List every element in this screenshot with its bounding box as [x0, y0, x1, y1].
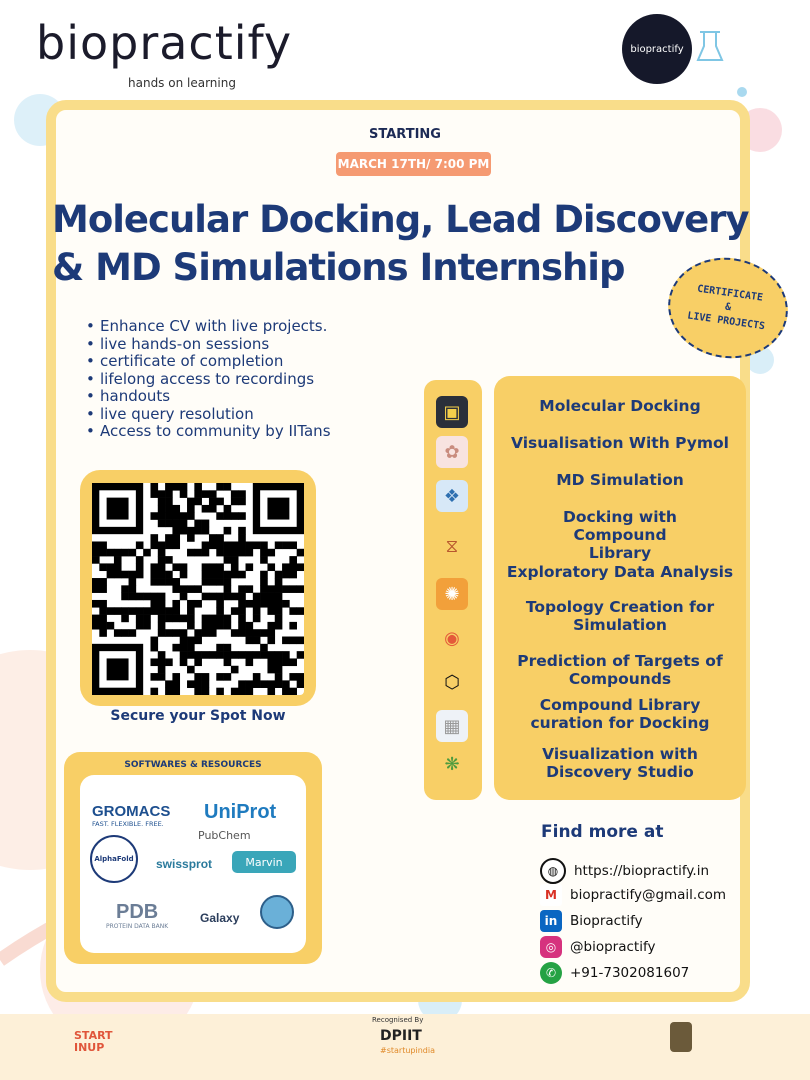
discovery-icon: ❋ — [444, 753, 460, 775]
list-item: • live query resolution — [98, 406, 331, 424]
pymol-icon: ✿ — [436, 436, 468, 468]
topic-item: Topology Creation for Simulation — [525, 598, 715, 634]
list-item: • Enhance CV with live projects. — [98, 318, 331, 336]
brand-logo: biopractify — [36, 16, 293, 70]
qr-code[interactable] — [92, 483, 304, 695]
topic-item: MD Simulation — [556, 471, 684, 489]
topic-item: Visualisation With Pymol — [511, 434, 729, 452]
gromacs-tagline: FAST. FLEXIBLE. FREE. — [92, 820, 164, 828]
software-logos — [80, 775, 306, 953]
gromacs-logo: GROMACS — [92, 803, 171, 820]
instagram-icon: ◎ — [540, 936, 562, 958]
list-item: • lifelong access to recordings — [98, 371, 331, 389]
target-icon: ◉ — [444, 627, 460, 649]
email-link[interactable]: biopractify@gmail.com — [570, 887, 727, 903]
page-title — [52, 196, 772, 292]
linkedin-icon: in — [540, 910, 562, 932]
galaxy-logo: Galaxy — [200, 911, 240, 925]
globe-logo — [260, 895, 294, 929]
whatsapp-icon: ✆ — [540, 962, 562, 984]
molecule-icon: ⬡ — [444, 671, 460, 693]
list-item: • live hands-on sessions — [98, 336, 331, 354]
startupindia-label: #startupindia — [380, 1046, 435, 1055]
list-item: • Access to community by IITans — [98, 423, 331, 441]
swissprot-logo: swissprot — [156, 857, 213, 871]
library-icon: ▦ — [436, 710, 468, 742]
topic-item: Molecular Docking — [539, 397, 701, 415]
brand-badge — [622, 14, 692, 84]
pdb-logo: PDB — [116, 901, 159, 923]
cert-line-3: LIVE PROJECTS — [686, 310, 766, 333]
list-item: • certificate of completion — [98, 353, 331, 371]
md-icon: ❖ — [436, 480, 468, 512]
startinup-logo — [74, 1030, 134, 1054]
cert-line-2: & — [724, 301, 732, 314]
topic-item: Docking with Compound Library — [563, 508, 677, 562]
alphafold-logo — [90, 835, 138, 883]
find-more-heading: Find more at — [541, 822, 664, 842]
topic-item: Prediction of Targets of Compounds — [517, 652, 723, 688]
title-line-2: & MD Simulations Internship — [52, 246, 625, 289]
alphafold-label: AlphaFold — [94, 855, 134, 863]
pdb-tagline: PROTEIN DATA BANK — [106, 923, 169, 930]
marvin-logo — [232, 851, 296, 873]
brand-tagline: hands on learning — [128, 76, 236, 90]
topic-item: Compound Library curation for Docking — [530, 696, 710, 732]
website-row[interactable] — [540, 858, 709, 884]
uniprot-logo: UniProt — [204, 801, 277, 823]
orange-icon: ✺ — [436, 578, 468, 610]
qr-code-image — [92, 483, 304, 695]
lab-icon — [694, 28, 726, 64]
gmail-icon: M — [540, 884, 562, 906]
topic-item: Visualization with Discovery Studio — [542, 745, 698, 781]
startinup-label: START INUP — [74, 1029, 113, 1054]
badge-name: biopractify — [630, 43, 684, 55]
phone-row[interactable] — [540, 962, 689, 984]
recognised-label: Recognised By — [372, 1016, 424, 1024]
globe-icon: ◍ — [540, 858, 566, 884]
marvin-label: Marvin — [245, 855, 283, 869]
emblem-icon — [670, 1022, 692, 1052]
qr-caption: Secure your Spot Now — [110, 708, 286, 724]
cert-line-1: CERTIFICATE — [696, 283, 764, 304]
instagram-link[interactable]: @biopractify — [570, 939, 656, 955]
date-pill: MARCH 17TH/ 7:00 PM — [336, 152, 491, 176]
linkedin-row[interactable] — [540, 910, 643, 932]
software-title: SOFTWARES & RESOURCES — [124, 760, 262, 770]
email-row[interactable] — [540, 884, 726, 906]
benefits-list — [84, 318, 331, 441]
dpiit-logo: DPIIT — [380, 1028, 422, 1044]
phone-link[interactable]: +91-7302081607 — [570, 965, 690, 981]
title-line-1: Molecular Docking, Lead Discovery — [52, 198, 749, 241]
instagram-row[interactable] — [540, 936, 655, 958]
website-link[interactable]: https://biopractify.in — [574, 863, 710, 879]
topic-item: Exploratory Data Analysis — [506, 563, 734, 581]
dna-icon: ⧖ — [445, 535, 459, 557]
list-item: • handouts — [98, 388, 331, 406]
docking-icon: ▣ — [436, 396, 468, 428]
pubchem-logo: PubChem — [198, 829, 251, 842]
linkedin-link[interactable]: Biopractify — [570, 913, 643, 929]
starting-label: STARTING — [369, 127, 441, 142]
